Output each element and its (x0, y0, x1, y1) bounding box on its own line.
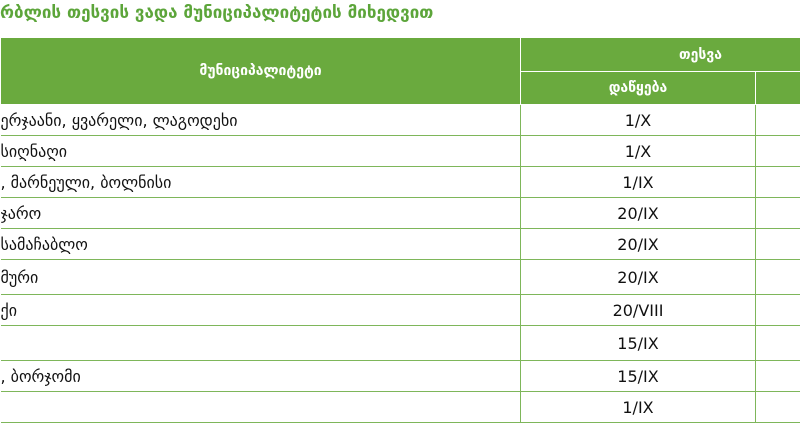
next-cell (756, 136, 800, 167)
start-date-cell: 1/IX (521, 167, 756, 198)
municipality-cell: ერჯაანი, ყვარელი, ლაგოდეხი (1, 105, 521, 136)
next-cell (756, 295, 800, 326)
municipality-cell: , მარნეული, ბოლნისი (1, 167, 521, 198)
municipality-cell: ჯარო (1, 198, 521, 229)
municipality-cell (1, 326, 521, 361)
municipality-cell: მური (1, 260, 521, 295)
start-date-cell: 20/IX (521, 198, 756, 229)
municipality-cell: სამაჩაბლო (1, 229, 521, 260)
table-row (1, 392, 800, 423)
next-cell (756, 392, 800, 423)
page-title: რბლის თესვის ვადა მუნიციპალიტეტის მიხედვით (0, 3, 434, 23)
table-row (1, 167, 800, 198)
table-row (1, 136, 800, 167)
start-date-cell: 20/VIII (521, 295, 756, 326)
next-cell (756, 326, 800, 361)
table-row (1, 105, 800, 136)
start-date-cell: 1/X (521, 105, 756, 136)
municipality-cell: , ბორჯომი (1, 361, 521, 392)
start-date-cell: 15/IX (521, 326, 756, 361)
next-cell (756, 198, 800, 229)
municipality-cell (1, 392, 521, 423)
next-column-header (756, 72, 800, 105)
next-cell (756, 361, 800, 392)
municipality-cell: ქი (1, 295, 521, 326)
start-column-header: დაწყება (521, 72, 756, 105)
table-row (1, 260, 800, 295)
start-date-cell: 1/IX (521, 392, 756, 423)
table-row (1, 229, 800, 260)
sowing-column-header: თესვა (521, 38, 800, 72)
next-cell (756, 167, 800, 198)
start-date-cell: 1/X (521, 136, 756, 167)
next-cell (756, 229, 800, 260)
sowing-schedule-table (0, 37, 800, 423)
start-date-cell: 20/IX (521, 260, 756, 295)
table-row (1, 361, 800, 392)
start-date-cell: 15/IX (521, 361, 756, 392)
municipality-column-header: მუნიციპალიტეტი (1, 38, 521, 105)
table-row (1, 198, 800, 229)
next-cell (756, 105, 800, 136)
municipality-cell: სიღნაღი (1, 136, 521, 167)
start-date-cell: 20/IX (521, 229, 756, 260)
table-row (1, 295, 800, 326)
table-row (1, 326, 800, 361)
next-cell (756, 260, 800, 295)
